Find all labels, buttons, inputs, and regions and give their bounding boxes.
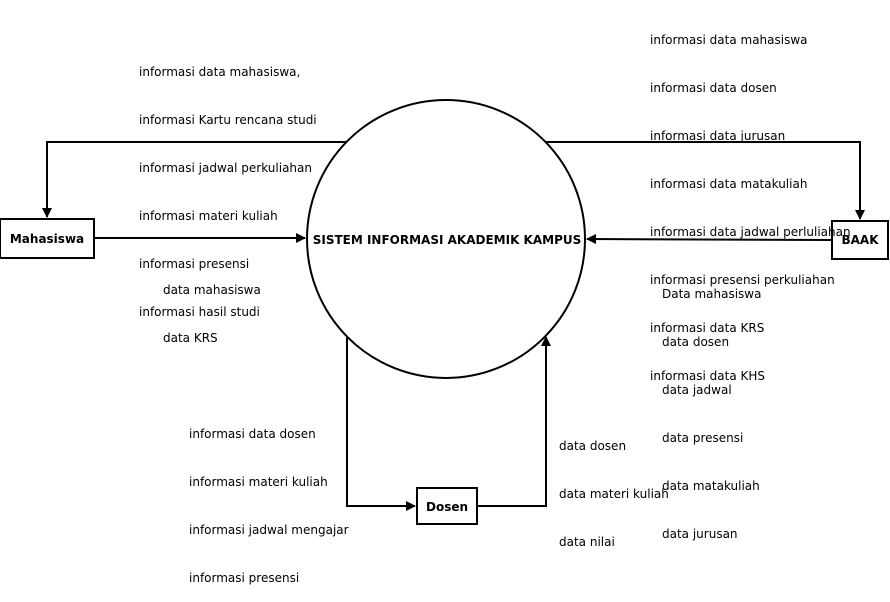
flow-label-line: informasi data dosen xyxy=(650,81,777,95)
flow-label-line: data presensi xyxy=(662,431,744,445)
flow-label-line: informasi hasil studi xyxy=(139,305,260,319)
flow-label-line: Data mahasiswa xyxy=(662,287,762,301)
flow-label-line: data KRS xyxy=(163,331,218,345)
flow-label-line: informasi jadwal mengajar xyxy=(189,523,349,537)
flow-label-line: data nilai xyxy=(559,535,615,549)
flow-label-line: informasi data KRS xyxy=(650,321,765,335)
flow-label-line: data mahasiswa xyxy=(163,283,261,297)
flow-label-line: data dosen xyxy=(662,335,730,349)
flow-label-line: data matakuliah xyxy=(662,479,760,493)
flow-label-from-dosen xyxy=(559,406,669,566)
flow-label-line: informasi presensi xyxy=(189,571,300,585)
entity-mahasiswa-label: Mahasiswa xyxy=(9,232,85,246)
flow-label-line: informasi materi kuliah xyxy=(189,475,328,489)
flow-label-from-baak xyxy=(662,254,761,558)
flow-label-to-dosen xyxy=(189,394,349,602)
flow-label-line: data dosen xyxy=(559,439,627,453)
flow-label-line: informasi data mahasiswa, xyxy=(139,65,301,79)
entity-dosen-label: Dosen xyxy=(425,500,469,514)
flow-label-line: informasi presensi xyxy=(139,257,250,271)
flow-label-line: informasi data KHS xyxy=(650,369,766,383)
flow-label-line: informasi data dosen xyxy=(189,427,316,441)
entity-baak-label: BAAK xyxy=(841,233,879,247)
flow-label-line: informasi jadwal perkuliahan xyxy=(139,161,312,175)
flow-label-line: data materi kuliah xyxy=(559,487,669,501)
process-label: SISTEM INFORMASI AKADEMIK KAMPUS xyxy=(312,233,582,247)
flow-label-line: data jadwal xyxy=(662,383,732,397)
flow-label-line: informasi data matakuliah xyxy=(650,177,808,191)
flow-label-line: informasi materi kuliah xyxy=(139,209,278,223)
flow-label-line: informasi Kartu rencana studi xyxy=(139,113,317,127)
flow-label-line: informasi data jurusan xyxy=(650,129,786,143)
flow-label-line: informasi presensi perkuliahan xyxy=(650,273,835,287)
flow-label-line: informasi data mahasiswa xyxy=(650,33,808,47)
flow-label-line: data jurusan xyxy=(662,527,738,541)
flow-label-line: informasi data jadwal perluliahan xyxy=(650,225,851,239)
flow-label-from-mahasiswa xyxy=(163,250,261,362)
